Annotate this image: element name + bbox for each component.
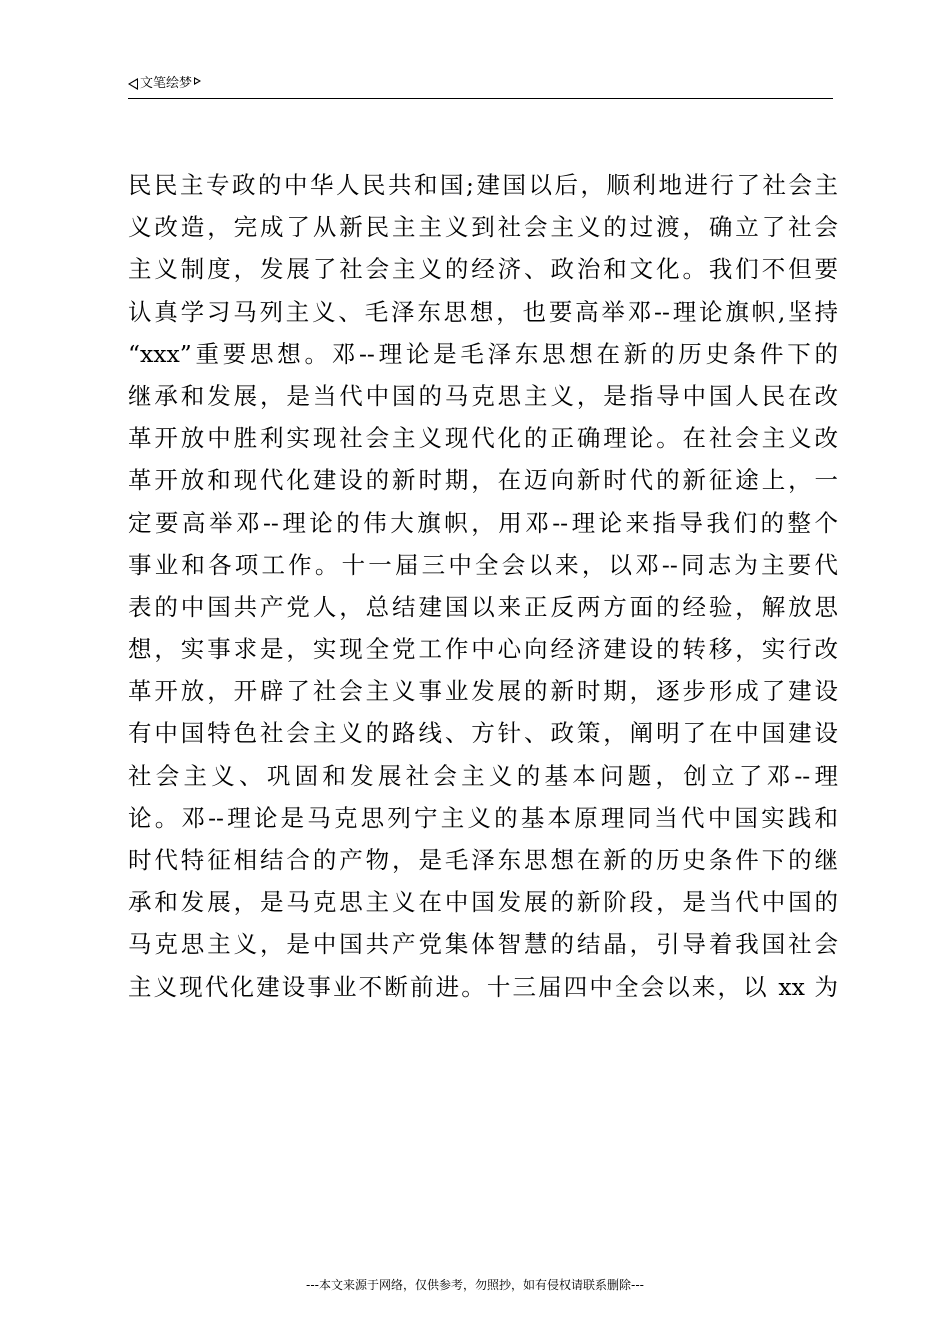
body-line: 主义现代化建设事业不断前进。十三届四中全会以来，以 xx 为 xyxy=(128,972,838,1001)
body-line: 革开放中胜利实现社会主义现代化的正确理论。在社会主义改 xyxy=(128,424,838,453)
body-line: 民民主专政的中华人民共和国;建国以后，顺利地进行了社会主 xyxy=(128,171,838,199)
left-triangle-icon xyxy=(128,78,138,90)
body-line: “xxx”重要思想。邓--理论是毛泽东思想在新的历史条件下的 xyxy=(128,339,838,368)
body-line: 义改造，完成了从新民主主义到社会主义的过渡，确立了社会 xyxy=(128,213,838,242)
body-line: 事业和各项工作。十一届三中全会以来，以邓--同志为主要代 xyxy=(128,550,838,579)
body-line: 定要高举邓--理论的伟大旗帜，用邓--理论来指导我们的整个 xyxy=(128,508,838,537)
body-line: 革开放，开辟了社会主义事业发展的新时期，逐步形成了建设 xyxy=(128,677,838,706)
body-line: 认真学习马列主义、毛泽东思想，也要高举邓--理论旗帜,坚持 xyxy=(128,297,838,326)
body-line: 表的中国共产党人，总结建国以来正反两方面的经验，解放思 xyxy=(128,592,838,621)
body-line: 想，实事求是，实现全党工作中心向经济建设的转移，实行改 xyxy=(128,635,838,664)
body-line: 时代特征相结合的产物，是毛泽东思想在新的历史条件下的继 xyxy=(128,846,838,874)
body-line: 论。邓--理论是马克思列宁主义的基本原理同当代中国实践和 xyxy=(128,803,838,832)
header-title: 文笔绘梦 xyxy=(140,76,193,91)
body-line: 社会主义、巩固和发展社会主义的基本问题，创立了邓--理 xyxy=(128,761,838,790)
body-line: 承和发展，是马克思主义在中国发展的新阶段，是当代中国的 xyxy=(128,888,838,917)
document-body xyxy=(128,164,838,1008)
body-line: 继承和发展，是当代中国的马克思主义，是指导中国人民在改 xyxy=(128,381,838,410)
body-line: 马克思主义，是中国共产党集体智慧的结晶，引导着我国社会 xyxy=(128,930,838,959)
body-line: 革开放和现代化建设的新时期，在迈向新时代的新征途上，一 xyxy=(128,466,838,495)
right-triangle-icon xyxy=(194,77,201,85)
page-header xyxy=(128,74,833,99)
body-line: 有中国特色社会主义的路线、方针、政策，阐明了在中国建设 xyxy=(128,719,838,748)
header-title-group xyxy=(128,76,201,92)
body-line: 主义制度，发展了社会主义的经济、政治和文化。我们不但要 xyxy=(128,255,838,284)
page-footer: ---本文来源于网络，仅供参考，勿照抄，如有侵权请联系删除--- xyxy=(306,1278,644,1292)
